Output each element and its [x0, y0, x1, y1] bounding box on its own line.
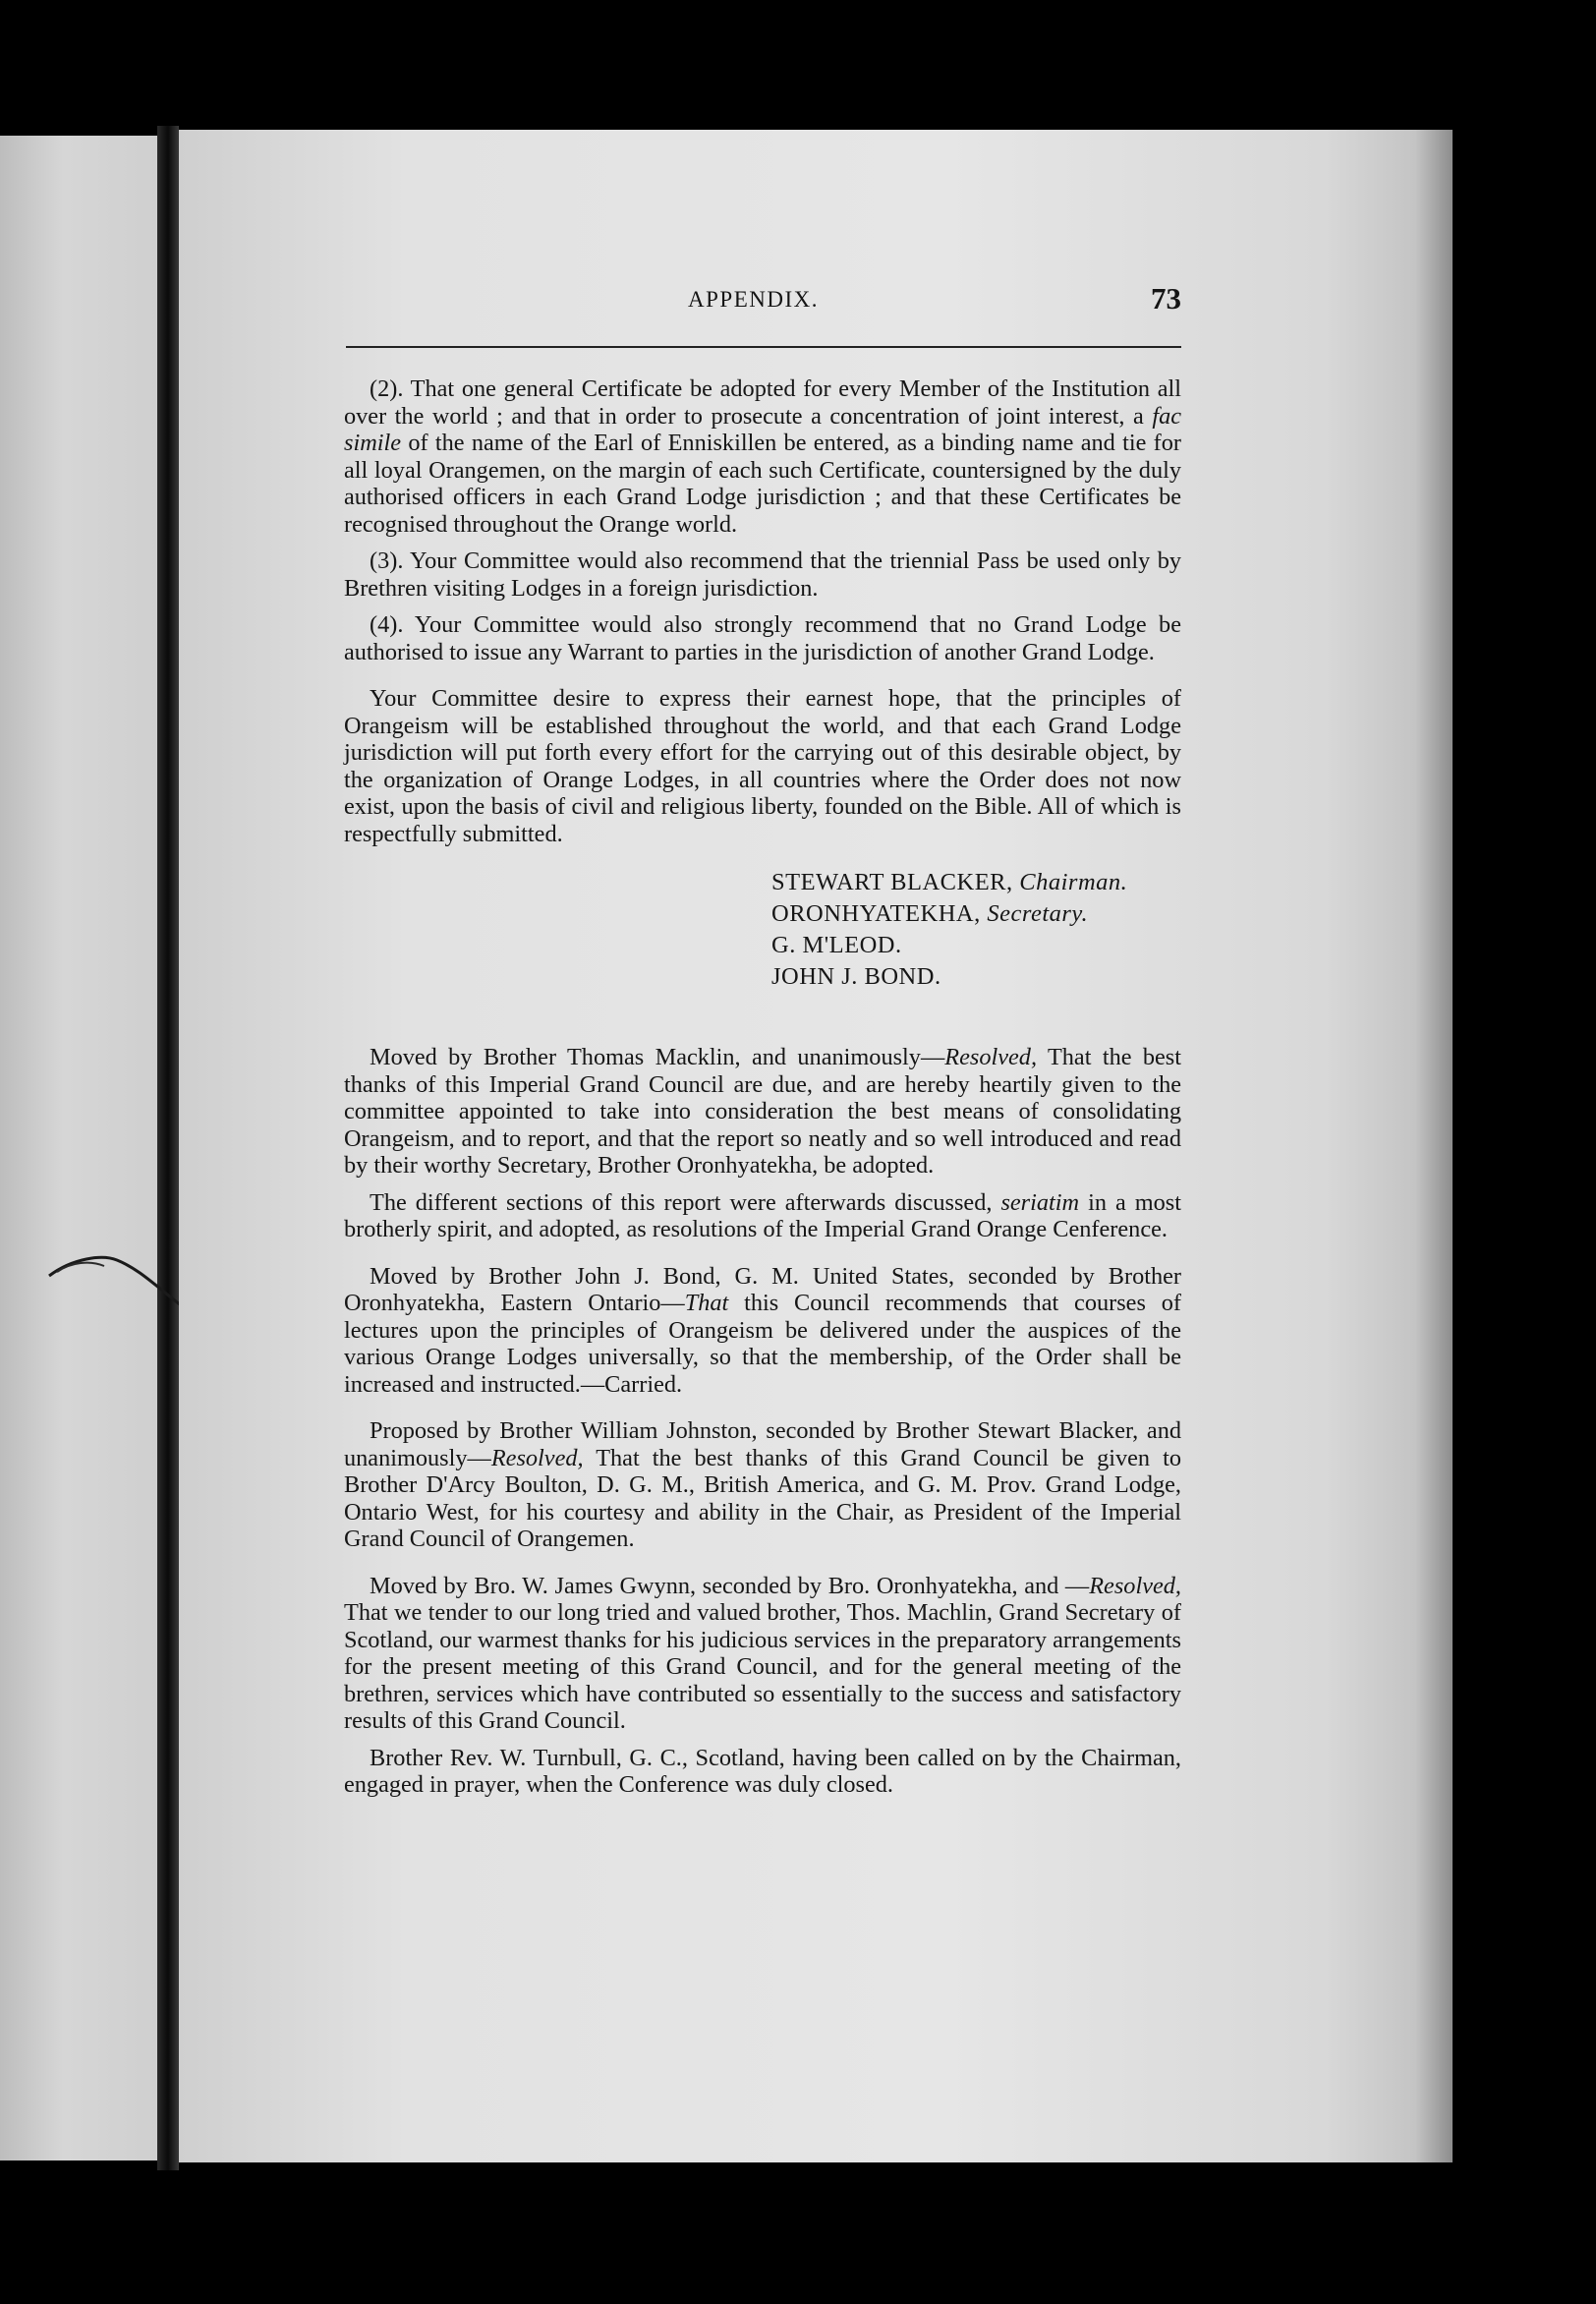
paragraph-gwynn-motion: Moved by Bro. W. James Gwynn, seconded by Bro. Oronhyatekha, and —Resolved, That we tender to our long tried and valued brother, Thos. Machlin, Grand Secretary of Scotland, our warmest thanks for his judicious services in the preparatory arrangements for the present meeting of this Grand Council, and for the general meeting of the brethren, services which have contributed so essentially to the success and satisfactory results of this Grand Council.	[344, 1572, 1181, 1734]
page-body	[344, 375, 1181, 1809]
page-edge-shadow	[1415, 130, 1453, 2162]
paragraph-triennial-pass: (3). Your Committee would also recommend that the triennial Pass be used only by Brethren visiting Lodges in a foreign jurisdiction.	[344, 547, 1181, 602]
paragraph-sections-discussed: The different sections of this report were afterwards discussed, seriatim in a most brotherly spirit, and adopted, as resolutions of the Imperial Grand Orange Cenference.	[344, 1188, 1181, 1242]
running-head	[344, 281, 1181, 326]
signatory: STEWART BLACKER, Chairman.	[771, 869, 1128, 895]
header-rule	[346, 346, 1181, 348]
signatory: JOHN J. BOND.	[771, 963, 941, 990]
paragraph-warrant: (4). Your Committee would also strongly recommend that no Grand Lodge be authorised to issue any Warrant to parties in the jurisdiction of another Grand Lodge.	[344, 611, 1181, 665]
paragraph-certificate: (2). That one general Certificate be adopted for every Member of the Institution all over the world ; and that in order to prosecute a concentration of joint interest, a fac simile of the name of the Earl of Enniskillen be entered, as a binding name and tie for all loyal Orangemen, on the margin of each such Certificate, countersigned by the duly authorised officers in each Grand Lodge jurisdiction ; and that these Certificates be recognised throughout the Orange world.	[344, 375, 1181, 538]
paragraph-johnston-motion: Proposed by Brother William Johnston, seconded by Brother Stewart Blacker, and unanimously—Resolved, That the best thanks of this Grand Council be given to Brother D'Arcy Boulton, D. G. M., British America, and G. M. Prov. Grand Lodge, Ontario West, for his courtesy and ability in the Chair, as President of the Imperial Grand Council of Orangemen.	[344, 1417, 1181, 1552]
paragraph-bond-motion: Moved by Brother John J. Bond, G. M. United States, seconded by Brother Oronhyatekha, Eastern Ontario—That this Council recommends that courses of lectures upon the principles of Orangeism be delivered under the auspices of the various Orange Lodges universally, so that the membership, of the Order shall be increased and instructed.—Carried.	[344, 1262, 1181, 1398]
signatory: G. M'LEOD.	[771, 932, 902, 958]
signatories-block	[771, 867, 1181, 993]
margin-pencil-mark	[43, 1237, 191, 1315]
page-number: 73	[1151, 281, 1181, 316]
paragraph-closing-prayer: Brother Rev. W. Turnbull, G. C., Scotland, having been called on by the Chairman, engaged in prayer, when the Conference was duly closed.	[344, 1744, 1181, 1798]
facing-page-edge	[0, 136, 157, 2160]
running-title: APPENDIX.	[688, 287, 819, 312]
signatory: ORONHYATEKHA, Secretary.	[771, 900, 1089, 927]
book-gutter	[157, 126, 179, 2170]
paragraph-macklin-motion: Moved by Brother Thomas Macklin, and unanimously—Resolved, That the best thanks of this Imperial Grand Council are due, and are hereby heartily given to the committee appointed to take into consideration the best means of consolidating Orangeism, and to report, and that the report so neatly and so well introduced and read by their worthy Secretary, Brother Oronhyatekha, be adopted.	[344, 1044, 1181, 1179]
paragraph-committee-hope: Your Committee desire to express their earnest hope, that the principles of Orangeism will be established throughout the world, and that each Grand Lodge jurisdiction will put forth every effort for the carrying out of this desirable object, by the organization of Orange Lodges, in all countries where the Order does not now exist, upon the basis of civil and religious liberty, founded on the Bible. All of which is respectfully submitted.	[344, 685, 1181, 847]
